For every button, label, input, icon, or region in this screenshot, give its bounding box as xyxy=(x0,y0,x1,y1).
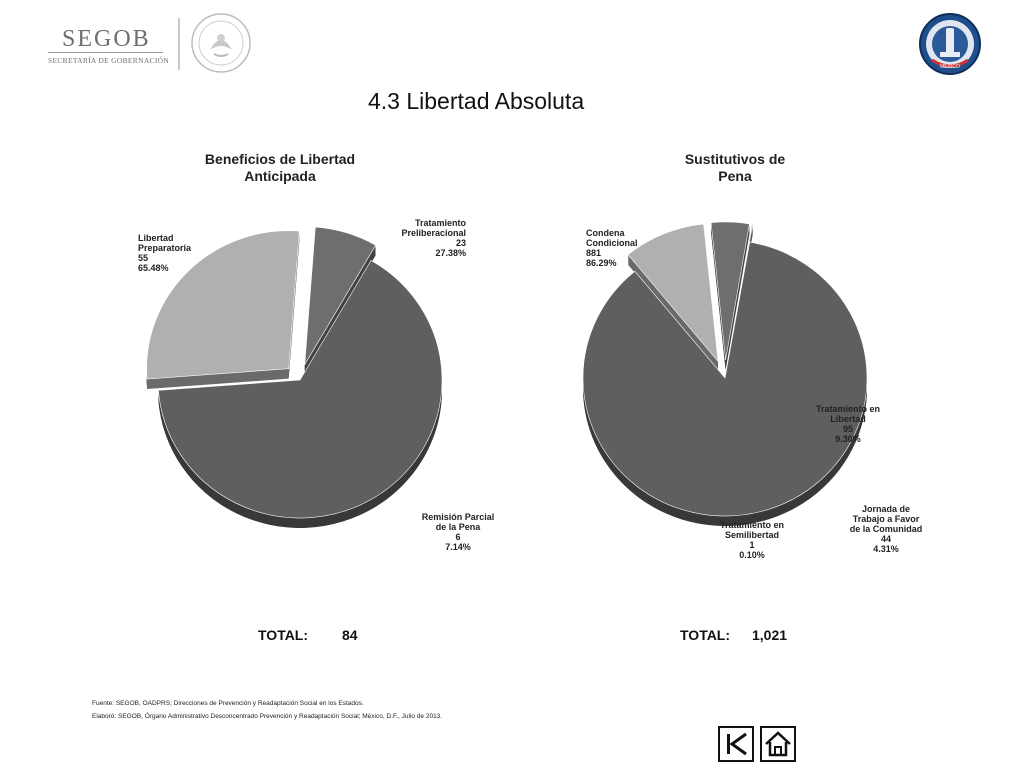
segob-logo-subtext: SECRETARÍA DE GOBERNACIÓN xyxy=(48,56,170,65)
slice-label: Trabajo a Favor xyxy=(852,514,920,524)
home-button[interactable] xyxy=(760,726,796,762)
total-label: TOTAL: xyxy=(258,627,309,643)
home-icon xyxy=(762,728,794,760)
slice-label: 881 xyxy=(586,248,602,258)
total-value: 84 xyxy=(342,627,358,643)
total-value: 1,021 xyxy=(752,627,788,643)
slice-label: Tratamiento en xyxy=(815,404,881,414)
segob-logo-text: SEGOB xyxy=(62,26,151,52)
slice-label: Tratamiento xyxy=(414,218,466,228)
pie-chart-1 xyxy=(138,151,494,643)
slice-label: Tratamiento en xyxy=(719,520,785,530)
slice-label: Remisión Parcial xyxy=(421,512,495,522)
slice-label: 6 xyxy=(455,532,461,542)
slice-label: 44 xyxy=(880,534,892,544)
slice-label: 23 xyxy=(455,238,466,248)
elaborated-footnote: Elaboró: SEGOB, Órgano Administrativo Desconcentrado Prevención y Readaptación Social; México, D.F., Julio de 2013. xyxy=(92,713,443,720)
slice-label: Libertad xyxy=(830,414,866,424)
slice-label: 4.31% xyxy=(873,544,899,554)
first-slide-button[interactable] xyxy=(718,726,754,762)
slice-label: Preparatoria xyxy=(138,243,192,253)
page-title: 4.3 Libertad Absoluta xyxy=(368,88,585,114)
chart-title: Anticipada xyxy=(244,168,316,184)
slice-label: Preliberacional xyxy=(401,228,466,238)
slice-label: Condicional xyxy=(586,238,638,248)
slice-label: 0.10% xyxy=(739,550,765,560)
slice-label: 27.38% xyxy=(435,248,466,258)
pie-chart-2 xyxy=(583,151,922,643)
slice-label: Condena xyxy=(586,228,625,238)
slice-label: Libertad xyxy=(138,233,174,243)
chart-title: Pena xyxy=(718,168,752,184)
badge-text: MÉXICO xyxy=(940,64,960,70)
slice-label: de la Comunidad xyxy=(849,524,923,534)
slice-label: 9.30% xyxy=(835,434,861,444)
chart-title: Beneficios de Libertad xyxy=(204,151,356,167)
slice-label: 55 xyxy=(138,253,149,263)
slice-label: Semilibertad xyxy=(724,530,780,540)
slice-label: 1 xyxy=(749,540,755,550)
skip-to-first-icon xyxy=(720,728,752,760)
chart-title: Sustitutivos de xyxy=(684,151,786,167)
slice-label: 86.29% xyxy=(586,258,617,268)
slice-label: Jornada de xyxy=(861,504,911,514)
slice-label: 95 xyxy=(842,424,854,434)
total-label: TOTAL: xyxy=(680,627,731,643)
source-footnote: Fuente: SEGOB, OADPRS; Direcciones de Prevención y Readaptación Social en los Estados. xyxy=(92,700,364,707)
slice-label: 65.48% xyxy=(138,263,169,273)
slice-label: 7.14% xyxy=(445,542,471,552)
slice-label: de la Pena xyxy=(435,522,481,532)
